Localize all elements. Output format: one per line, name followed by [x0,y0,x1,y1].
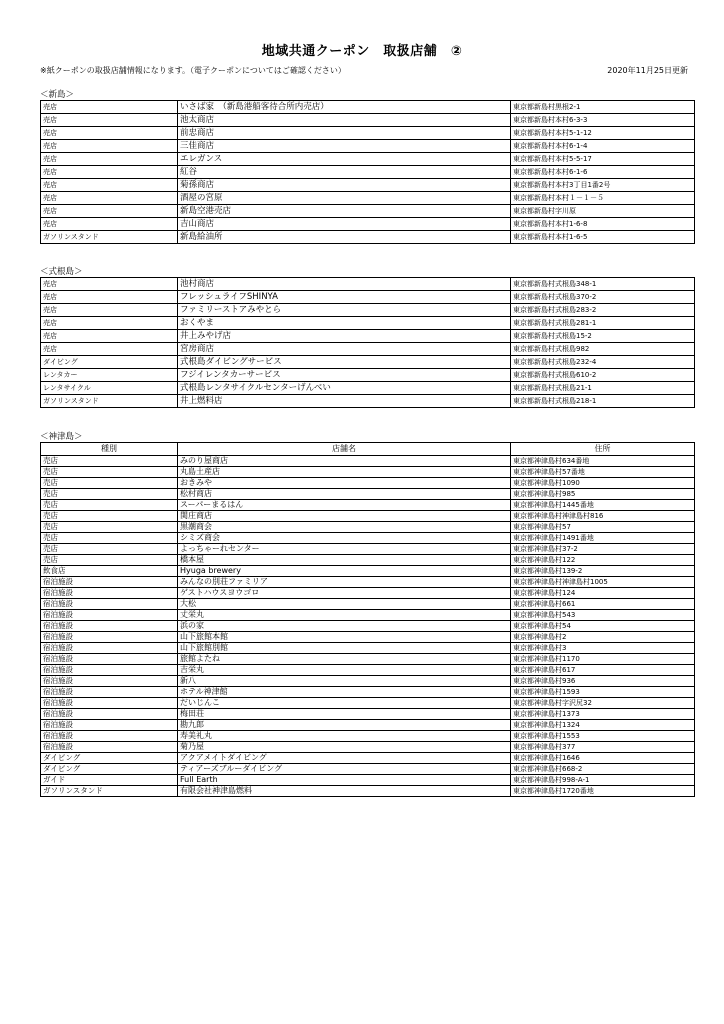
store-name: 丈栄丸 [178,610,511,621]
store-name: 吉山商店 [178,218,511,231]
store-address: 東京都新島村式根島281-1 [511,317,695,330]
store-address: 東京都新島村本村１－１－５ [511,192,695,205]
store-address: 東京都神津島村985 [511,489,695,500]
store-name: 山下旅館別館 [178,643,511,654]
table-row [41,698,695,709]
table-row [41,599,695,610]
store-name: Hyuga brewery [178,566,511,577]
table-row [41,317,695,330]
table-row [41,522,695,533]
table-row [41,665,695,676]
table-row [41,101,695,114]
store-name: ティアーズブルーダイビング [178,764,511,775]
table-row [41,369,695,382]
store-name: みのり屋商店 [178,456,511,467]
store-name: ホテル神津館 [178,687,511,698]
table-row [41,291,695,304]
store-name: 菊乃屋 [178,742,511,753]
store-category: 売店 [41,140,178,153]
store-address: 東京都新島村式根島610-2 [511,369,695,382]
table-row [41,731,695,742]
table-row [41,577,695,588]
table-row [41,786,695,797]
store-name: だいじんこ [178,698,511,709]
store-category: 売店 [41,478,178,489]
store-address: 東京都神津島村57番地 [511,467,695,478]
store-category: 宿泊施設 [41,577,178,588]
store-category: 売店 [41,101,178,114]
store-address: 東京都神津島村1593 [511,687,695,698]
store-address: 東京都新島村式根島232-4 [511,356,695,369]
store-name: みんなの別荘ファミリア [178,577,511,588]
store-address: 東京都神津島村936 [511,676,695,687]
store-address: 東京都新島村本村5-5-17 [511,153,695,166]
table-row [41,478,695,489]
table-row [41,489,695,500]
store-name: 菊孫商店 [178,179,511,192]
store-address: 東京都新島村本村6-1-4 [511,140,695,153]
store-category: 売店 [41,500,178,511]
store-category: 宿泊施設 [41,720,178,731]
store-category: 宿泊施設 [41,643,178,654]
store-name: 式根島ダイビングサービス [178,356,511,369]
store-name: 橋本屋 [178,555,511,566]
store-name: 松村商店 [178,489,511,500]
column-header-category: 種別 [41,443,178,456]
store-category: 売店 [41,192,178,205]
store-name: 新島空港売店 [178,205,511,218]
store-category: 宿泊施設 [41,632,178,643]
table-row [41,676,695,687]
store-category: 宿泊施設 [41,731,178,742]
table-row [41,231,695,244]
store-category: ガソリンスタンド [41,231,178,244]
table-row [41,382,695,395]
table-row [41,114,695,127]
store-address: 東京都神津島村57 [511,522,695,533]
store-address: 東京都神津島村543 [511,610,695,621]
store-name: 有限会社神津島燃料 [178,786,511,797]
store-address: 東京都新島村式根島218-1 [511,395,695,408]
store-name: 井上燃料店 [178,395,511,408]
store-category: 宿泊施設 [41,687,178,698]
column-header-address: 住所 [511,443,695,456]
store-category: レンタカー [41,369,178,382]
store-address: 東京都新島村式根島982 [511,343,695,356]
store-address: 東京都神津島村神津島村816 [511,511,695,522]
section-label: ＜式根島＞ [40,267,83,277]
table-row [41,140,695,153]
store-address: 東京都新島村式根島348-1 [511,278,695,291]
table-row [41,643,695,654]
store-category: 宿泊施設 [41,698,178,709]
store-name: 酒屋の宮原 [178,192,511,205]
store-category: 売店 [41,278,178,291]
store-category: 売店 [41,218,178,231]
store-address: 東京都新島村黒根2-1 [511,101,695,114]
store-name: おくやま [178,317,511,330]
store-name: ファミリーストアみやとら [178,304,511,317]
table-row [41,330,695,343]
store-address: 東京都神津島村神津島村1005 [511,577,695,588]
store-address: 東京都神津島村1553 [511,731,695,742]
store-address: 東京都神津島村1720番地 [511,786,695,797]
store-name: スーパーまるはん [178,500,511,511]
store-category: 宿泊施設 [41,621,178,632]
table-row [41,621,695,632]
store-category: 宿泊施設 [41,709,178,720]
table-row [41,588,695,599]
store-category: 宿泊施設 [41,610,178,621]
store-name: エレガンス [178,153,511,166]
store-address: 東京都神津島村668-2 [511,764,695,775]
store-table-niijima [40,100,695,244]
table-row [41,687,695,698]
section-label: ＜新島＞ [40,90,75,100]
store-name: よっちゃーれセンター [178,544,511,555]
store-address: 東京都神津島村122 [511,555,695,566]
store-table-kozushima [40,442,695,797]
store-address: 東京都神津島村124 [511,588,695,599]
store-name: 梅田荘 [178,709,511,720]
table-row [41,632,695,643]
store-category: 売店 [41,114,178,127]
store-category: 宿泊施設 [41,665,178,676]
store-name: 寿美礼丸 [178,731,511,742]
store-name: 丸島土産店 [178,467,511,478]
store-category: 売店 [41,456,178,467]
store-category: 売店 [41,317,178,330]
store-name: 新島給油所 [178,231,511,244]
store-name: 前忠商店 [178,127,511,140]
store-name: 関庄商店 [178,511,511,522]
store-address: 東京都神津島村634番地 [511,456,695,467]
store-address: 東京都新島村本村1-6-5 [511,231,695,244]
store-category: 売店 [41,544,178,555]
store-address: 東京都新島村式根島283-2 [511,304,695,317]
store-category: 売店 [41,127,178,140]
table-row [41,566,695,577]
store-category: 飲食店 [41,566,178,577]
store-address: 東京都神津島村1170 [511,654,695,665]
store-address: 東京都神津島村1646 [511,753,695,764]
store-name: 三佳商店 [178,140,511,153]
table-row [41,153,695,166]
store-name: Full Earth [178,775,511,786]
store-category: 売店 [41,533,178,544]
table-row [41,709,695,720]
store-name: 池村商店 [178,278,511,291]
store-category: 売店 [41,467,178,478]
store-name: フジイレンタカーサービス [178,369,511,382]
store-category: 売店 [41,166,178,179]
store-category: ダイビング [41,356,178,369]
column-header-store-name: 店舗名 [178,443,511,456]
store-category: ガソリンスタンド [41,786,178,797]
section-label: ＜神津島＞ [40,432,83,442]
store-category: 売店 [41,489,178,500]
table-row [41,742,695,753]
store-address: 東京都新島村式根島21-1 [511,382,695,395]
store-name: 池太商店 [178,114,511,127]
store-category: 売店 [41,153,178,166]
store-address: 東京都神津島村1373 [511,709,695,720]
store-address: 東京都新島村本村6-1-6 [511,166,695,179]
table-row [41,456,695,467]
store-category: 売店 [41,304,178,317]
table-row [41,764,695,775]
store-name: 旅館よたね [178,654,511,665]
store-address: 東京都新島村本村6-3-3 [511,114,695,127]
store-name: フレッシュライフSHINYA [178,291,511,304]
section-kozushima [40,432,694,797]
store-category: ガソリンスタンド [41,395,178,408]
store-name: 式根島レンタサイクルセンターげんべい [178,382,511,395]
table-row [41,127,695,140]
store-category: 売店 [41,179,178,192]
store-name: いさば家 （新島港船客待合所内売店） [178,101,511,114]
store-address: 東京都新島村本村1-6-8 [511,218,695,231]
store-address: 東京都神津島村998-A-1 [511,775,695,786]
store-address: 東京都神津島村字沢尻32 [511,698,695,709]
store-category: 売店 [41,522,178,533]
store-address: 東京都神津島村3 [511,643,695,654]
table-row [41,555,695,566]
table-header-row [41,443,695,456]
table-row [41,205,695,218]
store-category: ダイビング [41,764,178,775]
store-address: 東京都神津島村37-2 [511,544,695,555]
store-name: おきみや [178,478,511,489]
store-address: 東京都神津島村1491番地 [511,533,695,544]
store-name: 吉栄丸 [178,665,511,676]
store-address: 東京都神津島村139-2 [511,566,695,577]
store-category: 売店 [41,205,178,218]
table-row [41,467,695,478]
store-address: 東京都神津島村1324 [511,720,695,731]
store-address: 東京都新島村本村5-1-12 [511,127,695,140]
store-category: 宿泊施設 [41,588,178,599]
store-name: 紅谷 [178,166,511,179]
page-note: ※紙クーポンの取扱店舗情報になります。（電子クーポンについてはご確認ください） [40,66,346,75]
store-category: 宿泊施設 [41,654,178,665]
store-category: 売店 [41,555,178,566]
store-name: 宮房商店 [178,343,511,356]
table-row [41,544,695,555]
section-niijima [40,90,694,244]
store-name: 大松 [178,599,511,610]
store-address: 東京都神津島村1445番地 [511,500,695,511]
store-address: 東京都神津島村377 [511,742,695,753]
store-address: 東京都新島村本村3丁目1番2号 [511,179,695,192]
table-row [41,775,695,786]
store-category: 宿泊施設 [41,676,178,687]
store-category: ダイビング [41,753,178,764]
store-address: 東京都神津島村661 [511,599,695,610]
store-category: 宿泊施設 [41,599,178,610]
table-row [41,395,695,408]
table-row [41,654,695,665]
store-name: ゲストハウスヨウゴロ [178,588,511,599]
store-name: 井上みやげ店 [178,330,511,343]
store-address: 東京都神津島村54 [511,621,695,632]
table-row [41,192,695,205]
table-row [41,179,695,192]
table-row [41,610,695,621]
store-category: 売店 [41,511,178,522]
table-row [41,343,695,356]
table-row [41,753,695,764]
table-row [41,533,695,544]
store-table-shikinejima [40,277,695,408]
store-address: 東京都神津島村2 [511,632,695,643]
table-row [41,720,695,731]
table-row [41,500,695,511]
store-category: 売店 [41,343,178,356]
store-name: 勘九郎 [178,720,511,731]
store-address: 東京都新島村式根島370-2 [511,291,695,304]
store-address: 東京都神津島村617 [511,665,695,676]
store-category: 売店 [41,330,178,343]
store-name: 山下旅館本館 [178,632,511,643]
table-row [41,304,695,317]
store-name: シミズ商会 [178,533,511,544]
table-row [41,278,695,291]
section-shikinejima [40,267,694,408]
store-name: 浜の家 [178,621,511,632]
store-name: 黒潮商会 [178,522,511,533]
table-row [41,356,695,369]
store-category: レンタサイクル [41,382,178,395]
table-row [41,166,695,179]
store-name: 新八 [178,676,511,687]
store-address: 東京都神津島村1090 [511,478,695,489]
store-category: 宿泊施設 [41,742,178,753]
store-name: アクアメイトダイビング [178,753,511,764]
table-row [41,218,695,231]
store-address: 東京都新島村式根島15-2 [511,330,695,343]
page-title: 地域共通クーポン 取扱店舗 ② [261,44,463,59]
table-row [41,511,695,522]
store-category: ガイド [41,775,178,786]
store-address: 東京都新島村字川原 [511,205,695,218]
store-category: 売店 [41,291,178,304]
update-date: 2020年11月25日更新 [607,66,688,75]
